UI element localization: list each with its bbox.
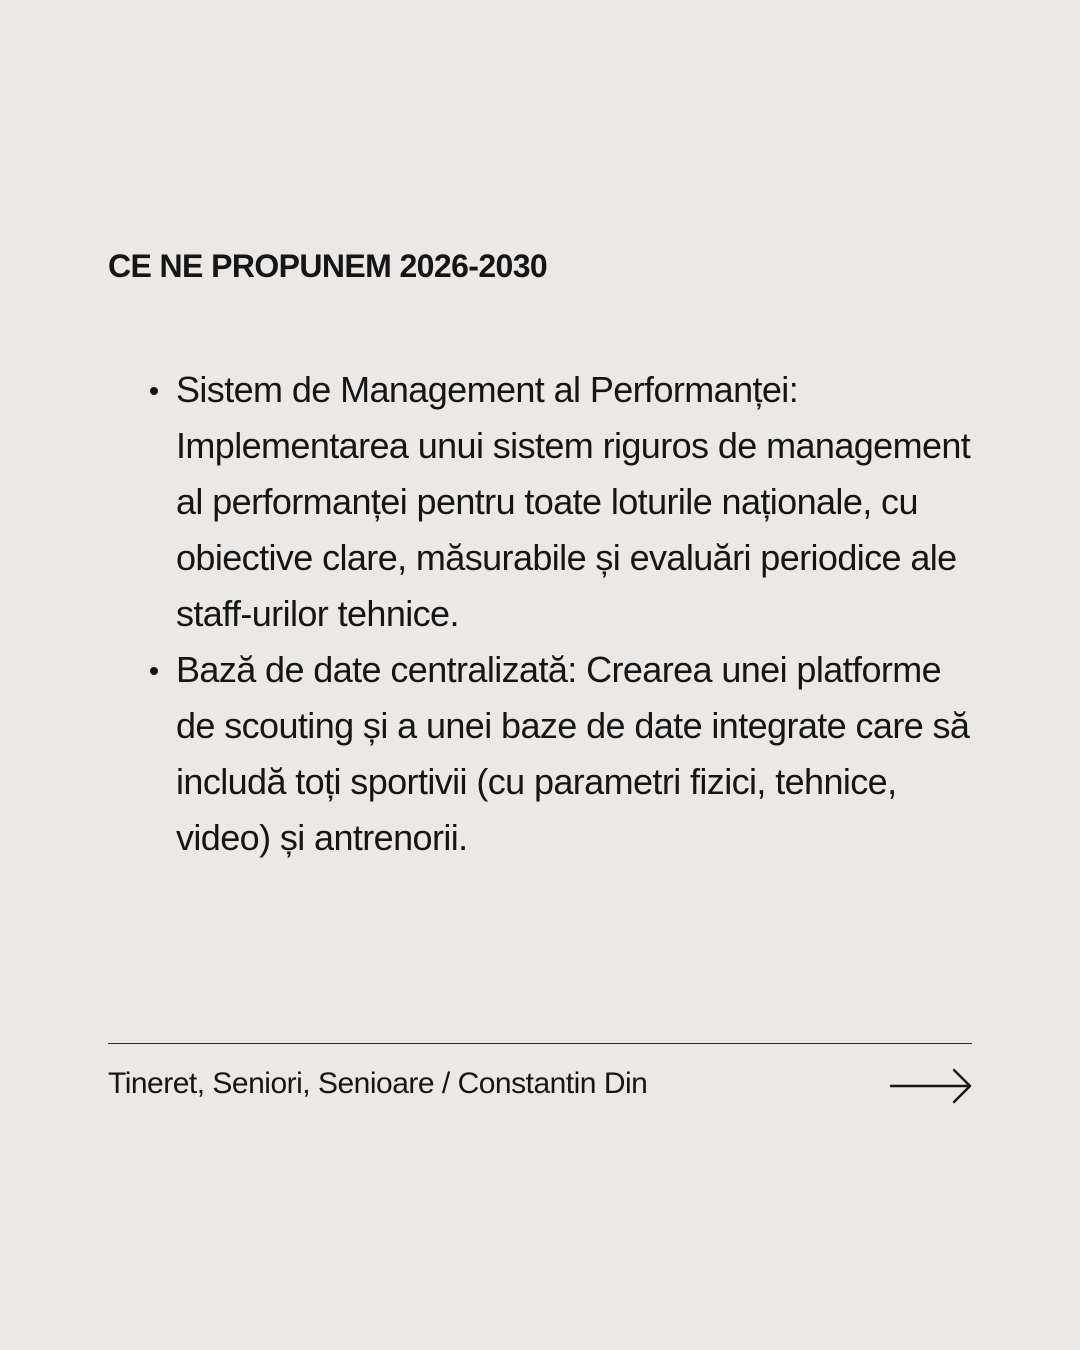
footer-divider <box>108 1043 972 1044</box>
list-item-text: Bază de date centralizată: Crearea unei platforme de scouting și a unei baze de date integrate care să includă toți sportivii (cu parametri fizici, tehnice, video) și antrenorii. <box>176 649 970 858</box>
bullet-icon <box>150 667 158 675</box>
list-item-text: Sistem de Management al Performanței: Implementarea unui sistem riguros de management al performanței pentru toate loturile naționale, cu obiective clare, măsurabile și evaluări periodice ale staff-urilor tehnice. <box>176 369 971 634</box>
list-item <box>150 642 980 866</box>
bullet-icon <box>150 387 158 395</box>
footer-caption: Tineret, Seniori, Senioare / Constantin Din <box>108 1067 648 1100</box>
arrow-right-icon[interactable] <box>888 1066 974 1106</box>
list-item <box>150 362 980 642</box>
page-title: CE NE PROPUNEM 2026-2030 <box>108 248 548 284</box>
objectives-list <box>150 362 980 866</box>
